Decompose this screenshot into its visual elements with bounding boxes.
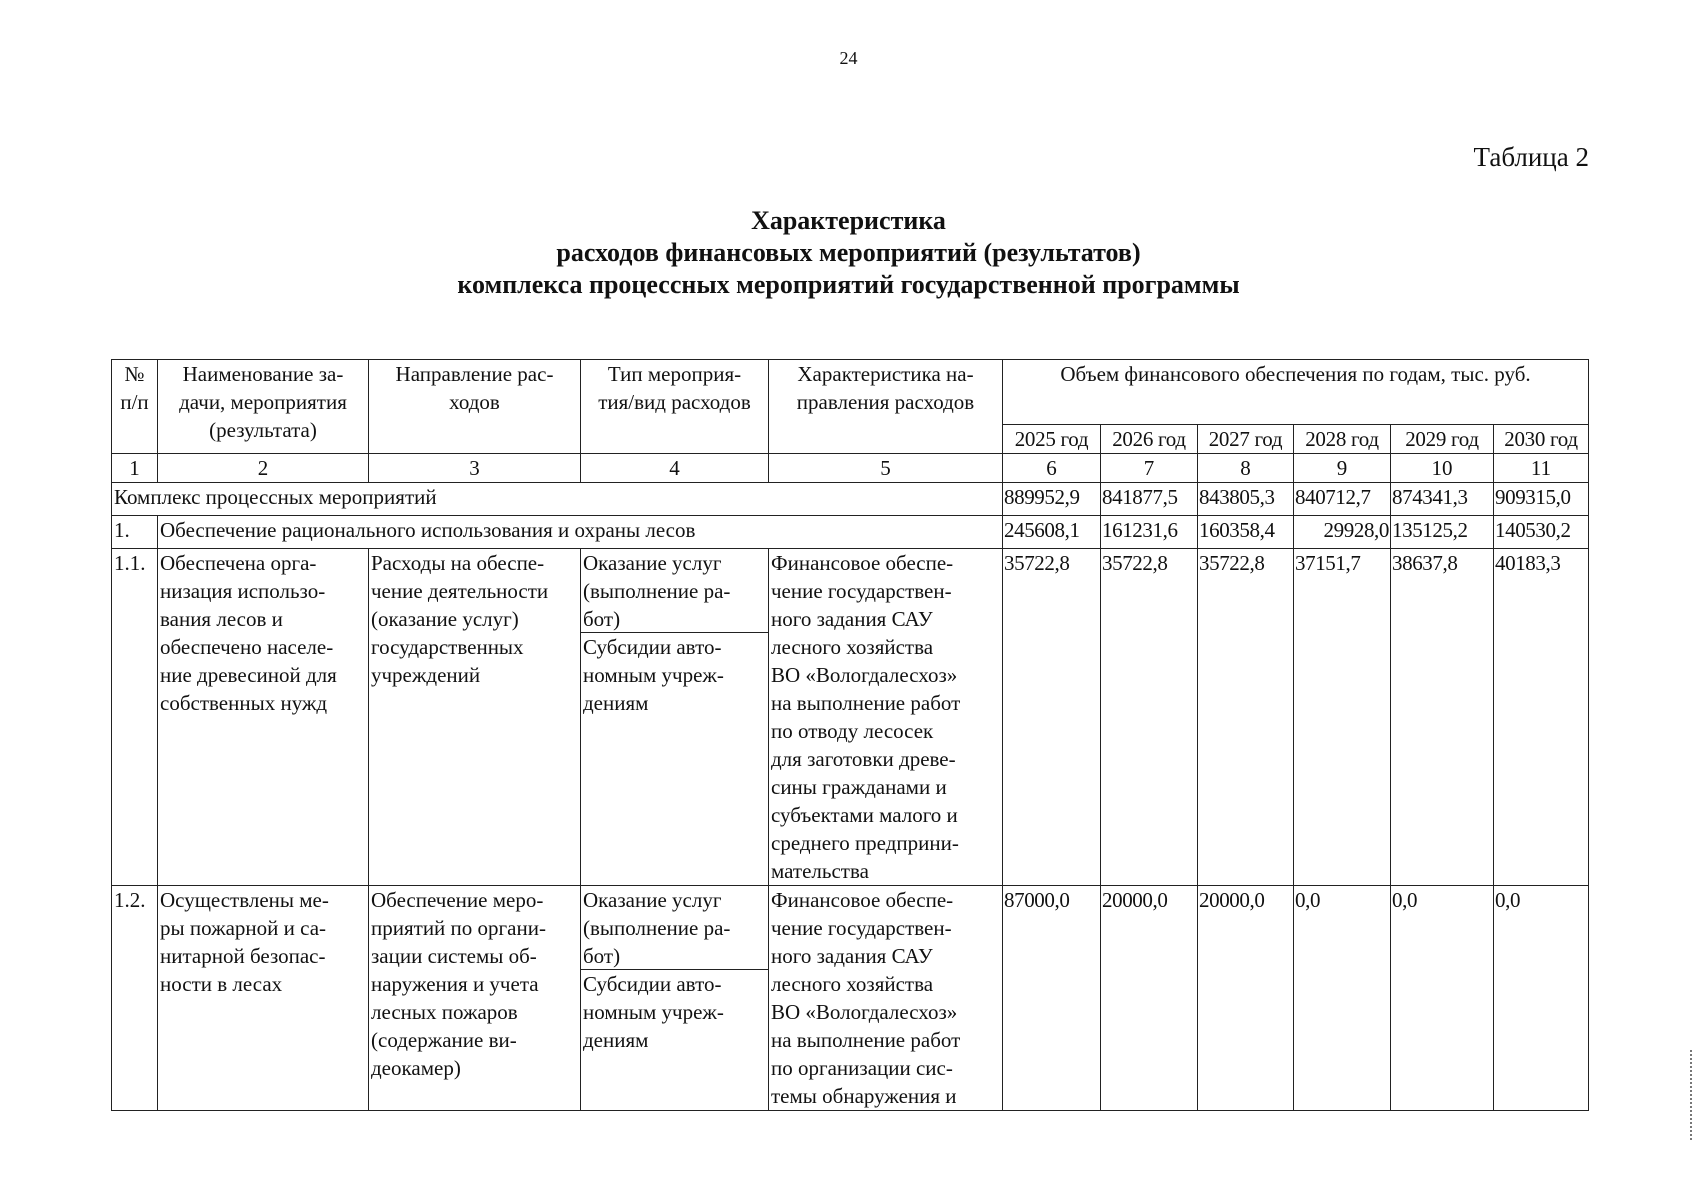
header-num: № п/п	[112, 360, 158, 454]
year-cell: 2025 год	[1003, 425, 1101, 454]
column-number: 11	[1494, 454, 1589, 483]
value-cell: 140530,2	[1494, 516, 1589, 549]
type-services: Оказание услуг (выполнение ра- бот)	[581, 549, 768, 633]
title-line-1: Характеристика	[751, 206, 946, 235]
section-number: 1.	[112, 516, 158, 549]
value-cell: 909315,0	[1494, 483, 1589, 516]
column-number: 1	[112, 454, 158, 483]
row-type	[581, 549, 769, 886]
value-cell: 840712,7	[1294, 483, 1391, 516]
type-subsidies: Субсидии авто- номным учреж- дениям	[583, 972, 724, 1052]
column-number-row	[112, 454, 1589, 483]
scan-edge-marks	[1690, 1050, 1694, 1140]
value-cell: 37151,7	[1294, 549, 1391, 886]
table-row	[112, 549, 1589, 886]
value-cell: 874341,3	[1391, 483, 1494, 516]
year-cell: 2030 год	[1494, 425, 1589, 454]
row-type	[581, 886, 769, 1111]
value-cell: 843805,3	[1198, 483, 1294, 516]
row-name: Осуществлены ме- ры пожарной и са- нитарной безопас- ности в лесах	[158, 886, 369, 1111]
value-cell: 0,0	[1391, 886, 1494, 1111]
header-characteristic: Характеристика на- правления расходов	[769, 360, 1003, 454]
value-cell: 0,0	[1294, 886, 1391, 1111]
document-title	[0, 205, 1697, 301]
year-cell: 2029 год	[1391, 425, 1494, 454]
complex-total-row	[112, 483, 1589, 516]
value-cell: 35722,8	[1101, 549, 1198, 886]
row-number: 1.1.	[112, 549, 158, 886]
row-direction: Расходы на обеспе- чение деятельности (оказание услуг) государственных учреждений	[369, 549, 581, 886]
row-characteristic: Финансовое обеспе- чение государствен- ного задания САУ лесного хозяйства ВО «Вологдалесхоз» на выполнение работ по отводу лесосек для заготовки древе- сины гражданами и субъектами малого и среднего предприни- мательства	[769, 549, 1003, 886]
value-cell: 0,0	[1494, 886, 1589, 1111]
row-name: Обеспечена орга- низация использо- вания лесов и обеспечено населе- ние древесиной для собственных нужд	[158, 549, 369, 886]
table-label: Таблица 2	[1473, 142, 1589, 172]
column-number: 3	[369, 454, 581, 483]
value-cell: 161231,6	[1101, 516, 1198, 549]
column-number: 6	[1003, 454, 1101, 483]
value-cell: 40183,3	[1494, 549, 1589, 886]
section-label: Обеспечение рационального использования и охраны лесов	[158, 516, 1003, 549]
type-subsidies: Субсидии авто- номным учреж- дениям	[583, 635, 724, 715]
value-cell: 38637,8	[1391, 549, 1494, 886]
value-cell: 35722,8	[1003, 549, 1101, 886]
value-cell: 135125,2	[1391, 516, 1494, 549]
section-row	[112, 516, 1589, 549]
header-volume: Объем финансового обеспечения по годам, тыс. руб.	[1003, 360, 1589, 425]
expenses-table	[111, 359, 1589, 1111]
value-cell: 20000,0	[1101, 886, 1198, 1111]
value-cell: 35722,8	[1198, 549, 1294, 886]
column-number: 10	[1391, 454, 1494, 483]
header-name: Наименование за- дачи, мероприятия (результата)	[158, 360, 369, 454]
value-cell: 160358,4	[1198, 516, 1294, 549]
column-number: 5	[769, 454, 1003, 483]
row-number: 1.2.	[112, 886, 158, 1111]
year-cell: 2026 год	[1101, 425, 1198, 454]
value-cell: 20000,0	[1198, 886, 1294, 1111]
type-services: Оказание услуг (выполнение ра- бот)	[581, 886, 768, 970]
title-line-3: комплекса процессных мероприятий государственной программы	[457, 270, 1240, 299]
column-number: 9	[1294, 454, 1391, 483]
year-cell: 2027 год	[1198, 425, 1294, 454]
page-number: 24	[839, 48, 858, 68]
header-row	[112, 360, 1589, 425]
value-cell: 889952,9	[1003, 483, 1101, 516]
column-number: 8	[1198, 454, 1294, 483]
row-direction: Обеспечение меро- приятий по органи- зации системы об- наружения и учета лесных пожаров (содержание ви- деокамер)	[369, 886, 581, 1111]
column-number: 2	[158, 454, 369, 483]
header-direction: Направление рас- ходов	[369, 360, 581, 454]
header-type: Тип мероприя- тия/вид расходов	[581, 360, 769, 454]
value-cell: 245608,1	[1003, 516, 1101, 549]
complex-label: Комплекс процессных мероприятий	[112, 483, 1003, 516]
value-cell: 841877,5	[1101, 483, 1198, 516]
value-cell: 87000,0	[1003, 886, 1101, 1111]
title-line-2: расходов финансовых мероприятий (результатов)	[556, 238, 1141, 267]
row-characteristic: Финансовое обеспе- чение государствен- ного задания САУ лесного хозяйства ВО «Вологдалесхоз» на выполнение работ по организации сис- темы обнаружения и	[769, 886, 1003, 1111]
column-number: 7	[1101, 454, 1198, 483]
year-cell: 2028 год	[1294, 425, 1391, 454]
table-row	[112, 886, 1589, 1111]
value-cell: 29928,0	[1294, 516, 1391, 549]
column-number: 4	[581, 454, 769, 483]
